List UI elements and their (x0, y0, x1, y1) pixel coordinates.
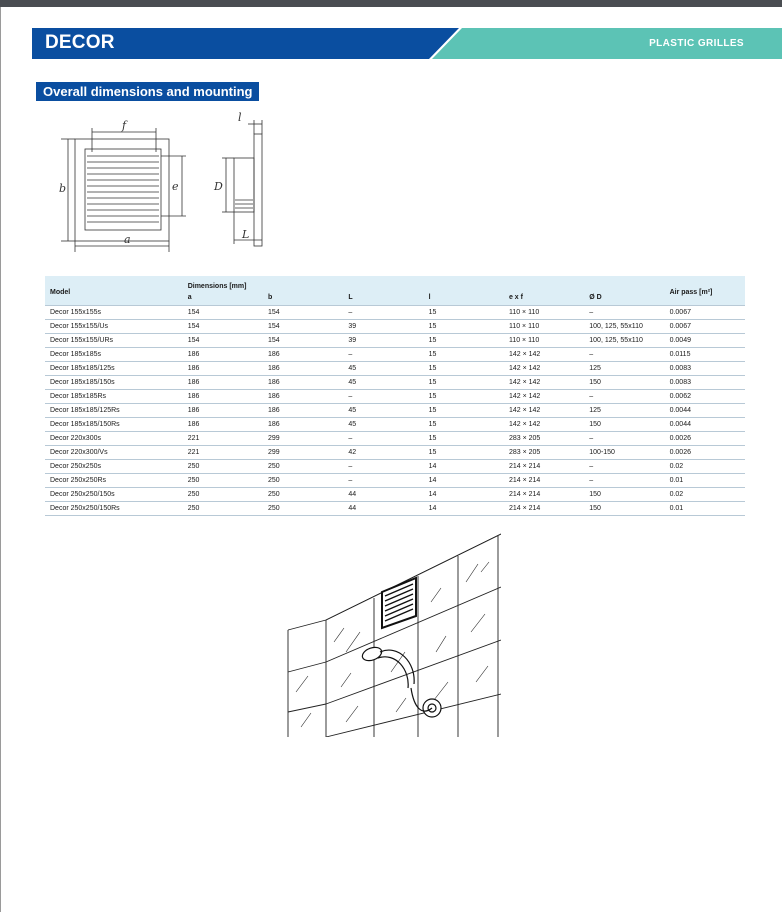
table-cell: 100, 125, 55x110 (584, 320, 664, 334)
product-category: PLASTIC GRILLES (649, 38, 744, 49)
table-cell: Decor 185x185/125s (45, 362, 183, 376)
table-cell: – (584, 432, 664, 446)
table-cell: Decor 155x155s (45, 306, 183, 320)
table-cell: 110 × 110 (504, 334, 584, 348)
table-cell: – (343, 348, 423, 362)
table-cell: 0.0049 (665, 334, 745, 348)
table-row (45, 376, 745, 390)
table-cell: 154 (183, 334, 263, 348)
table-cell: 45 (343, 362, 423, 376)
table-cell: Decor 250x250/150Rs (45, 502, 183, 516)
table-cell: 100, 125, 55x110 (584, 334, 664, 348)
table-cell: 250 (183, 488, 263, 502)
table-cell: 186 (183, 404, 263, 418)
label-l: l (238, 112, 242, 124)
column-header-L: L (348, 294, 353, 301)
table-cell: 299 (263, 446, 343, 460)
table-cell: – (584, 390, 664, 404)
table-cell: 15 (424, 376, 504, 390)
table-cell: 0.0044 (665, 418, 745, 432)
table-cell: Decor 250x250s (45, 460, 183, 474)
table-cell: Decor 220x300/Vs (45, 446, 183, 460)
page-title: DECOR (45, 32, 115, 53)
page-header (32, 28, 782, 59)
table-cell: 15 (424, 418, 504, 432)
table-cell: 0.0083 (665, 376, 745, 390)
dimension-drawing (56, 112, 286, 252)
wall-grille (382, 578, 416, 628)
table-row (45, 460, 745, 474)
table-cell: 299 (263, 432, 343, 446)
table-cell: 0.0115 (665, 348, 745, 362)
grille-louvers (87, 156, 159, 222)
table-cell: 0.0062 (665, 390, 745, 404)
table-cell: 0.0067 (665, 320, 745, 334)
table-cell: Decor 220x300s (45, 432, 183, 446)
table-cell: 15 (424, 320, 504, 334)
table-cell: 45 (343, 376, 423, 390)
table-cell: 214 × 214 (504, 502, 584, 516)
table-cell: 142 × 142 (504, 376, 584, 390)
table-cell: – (343, 432, 423, 446)
side-frame (254, 134, 262, 246)
table-cell: 214 × 214 (504, 488, 584, 502)
table-row (45, 488, 745, 502)
column-group-dimensions: Dimensions [mm] (187, 283, 247, 290)
top-bar (0, 0, 782, 7)
column-header-airpass: Air pass [m²] (669, 288, 713, 296)
table-cell: 186 (263, 376, 343, 390)
label-D: D (214, 180, 223, 193)
table-row (45, 334, 745, 348)
table-cell: 0.0044 (665, 404, 745, 418)
table-cell: 15 (424, 432, 504, 446)
table-cell: 142 × 142 (504, 390, 584, 404)
grille-face (85, 149, 161, 230)
table-cell: 150 (584, 502, 664, 516)
table-cell: Decor 155x155/Us (45, 320, 183, 334)
table-row (45, 404, 745, 418)
table-cell: Decor 185x185/125Rs (45, 404, 183, 418)
table-cell: – (343, 460, 423, 474)
table-cell: 150 (584, 418, 664, 432)
table-cell: 250 (183, 474, 263, 488)
table-cell: 0.0083 (665, 362, 745, 376)
table-cell: 250 (183, 502, 263, 516)
table-row (45, 390, 745, 404)
table-cell: 15 (424, 404, 504, 418)
table-cell: Decor 185x185/150Rs (45, 418, 183, 432)
table-cell: 42 (343, 446, 423, 460)
label-b: b (59, 182, 67, 195)
table-cell: 110 × 110 (504, 320, 584, 334)
table-cell: 142 × 142 (504, 418, 584, 432)
table-row (45, 348, 745, 362)
table-cell: 150 (584, 376, 664, 390)
table-cell: 214 × 214 (504, 474, 584, 488)
table-cell: 154 (183, 320, 263, 334)
table-cell: 14 (424, 460, 504, 474)
table-body (45, 306, 745, 516)
table-cell: – (584, 306, 664, 320)
column-header-exf: e x f (508, 294, 523, 301)
page-edge (0, 7, 1, 912)
table-cell: 154 (263, 334, 343, 348)
table-cell: – (584, 348, 664, 362)
table-row (45, 432, 745, 446)
column-header-a: a (187, 294, 192, 301)
table-cell: 0.01 (665, 502, 745, 516)
table-cell: 250 (263, 488, 343, 502)
table-cell: – (584, 460, 664, 474)
table-cell: 15 (424, 306, 504, 320)
table-cell: 186 (183, 348, 263, 362)
table-cell: 100-150 (584, 446, 664, 460)
table-cell: 142 × 142 (504, 362, 584, 376)
table-cell: 39 (343, 334, 423, 348)
table-row (45, 446, 745, 460)
table-row (45, 474, 745, 488)
label-L: L (242, 228, 250, 241)
table-cell: 15 (424, 390, 504, 404)
table-cell: 221 (183, 432, 263, 446)
table-cell: 142 × 142 (504, 404, 584, 418)
table-cell: 125 (584, 362, 664, 376)
table-cell: 186 (263, 362, 343, 376)
label-f: f (122, 119, 127, 132)
table-row (45, 362, 745, 376)
table-cell: 45 (343, 404, 423, 418)
shower-head (361, 645, 441, 717)
table-cell: – (584, 474, 664, 488)
table-row (45, 418, 745, 432)
column-header-l: l (428, 294, 431, 301)
table-cell: 250 (263, 502, 343, 516)
table-cell: Decor 185x185s (45, 348, 183, 362)
table-cell: 14 (424, 502, 504, 516)
table-cell: 186 (263, 418, 343, 432)
table-cell: 154 (263, 306, 343, 320)
table-cell: 186 (263, 404, 343, 418)
table-cell: Decor 185x185Rs (45, 390, 183, 404)
table-cell: 15 (424, 446, 504, 460)
table-cell: 15 (424, 348, 504, 362)
table-cell: Decor 250x250Rs (45, 474, 183, 488)
table-cell: 0.02 (665, 488, 745, 502)
table-cell: 0.0026 (665, 432, 745, 446)
table-cell: – (343, 306, 423, 320)
table-cell: 0.01 (665, 474, 745, 488)
table-cell: 0.02 (665, 460, 745, 474)
table-row (45, 306, 745, 320)
table-cell: 39 (343, 320, 423, 334)
installation-illustration (286, 512, 501, 737)
table-cell: 44 (343, 502, 423, 516)
table-cell: 15 (424, 362, 504, 376)
table-cell: 154 (183, 306, 263, 320)
table-cell: 250 (263, 460, 343, 474)
table-cell: 186 (183, 376, 263, 390)
table-cell: 0.0067 (665, 306, 745, 320)
table-cell: 214 × 214 (504, 460, 584, 474)
table-cell: – (343, 390, 423, 404)
table-cell: 250 (263, 474, 343, 488)
table-cell: 45 (343, 418, 423, 432)
table-cell: 186 (263, 348, 343, 362)
table-cell: 15 (424, 334, 504, 348)
column-header-diameter: Ø D (589, 294, 602, 301)
table-cell: Decor 250x250/150s (45, 488, 183, 502)
table-cell: 0.0026 (665, 446, 745, 460)
table-cell: Decor 155x155/URs (45, 334, 183, 348)
table-cell: 186 (183, 390, 263, 404)
label-e: e (172, 180, 179, 193)
table-cell: 44 (343, 488, 423, 502)
column-header-model: Model (50, 288, 71, 296)
table-cell: 186 (183, 418, 263, 432)
table-cell: – (343, 474, 423, 488)
column-header-b: b (268, 294, 273, 301)
table-cell: 154 (263, 320, 343, 334)
table-cell: 125 (584, 404, 664, 418)
table-cell: 14 (424, 474, 504, 488)
table-cell: 250 (183, 460, 263, 474)
table-cell: 142 × 142 (504, 348, 584, 362)
table-header-row (45, 276, 745, 290)
label-a: a (124, 233, 131, 246)
table-cell: 283 × 205 (504, 446, 584, 460)
grille-outer-frame (75, 139, 169, 241)
table-cell: 221 (183, 446, 263, 460)
table-cell: 283 × 205 (504, 432, 584, 446)
section-title: Overall dimensions and mounting (36, 82, 259, 101)
table-cell: Decor 185x185/150s (45, 376, 183, 390)
table-cell: 14 (424, 488, 504, 502)
table-cell: 150 (584, 488, 664, 502)
table-cell: 110 × 110 (504, 306, 584, 320)
table-cell: 186 (263, 390, 343, 404)
table-row (45, 320, 745, 334)
dimensions-table (45, 276, 745, 516)
table-cell: 186 (183, 362, 263, 376)
